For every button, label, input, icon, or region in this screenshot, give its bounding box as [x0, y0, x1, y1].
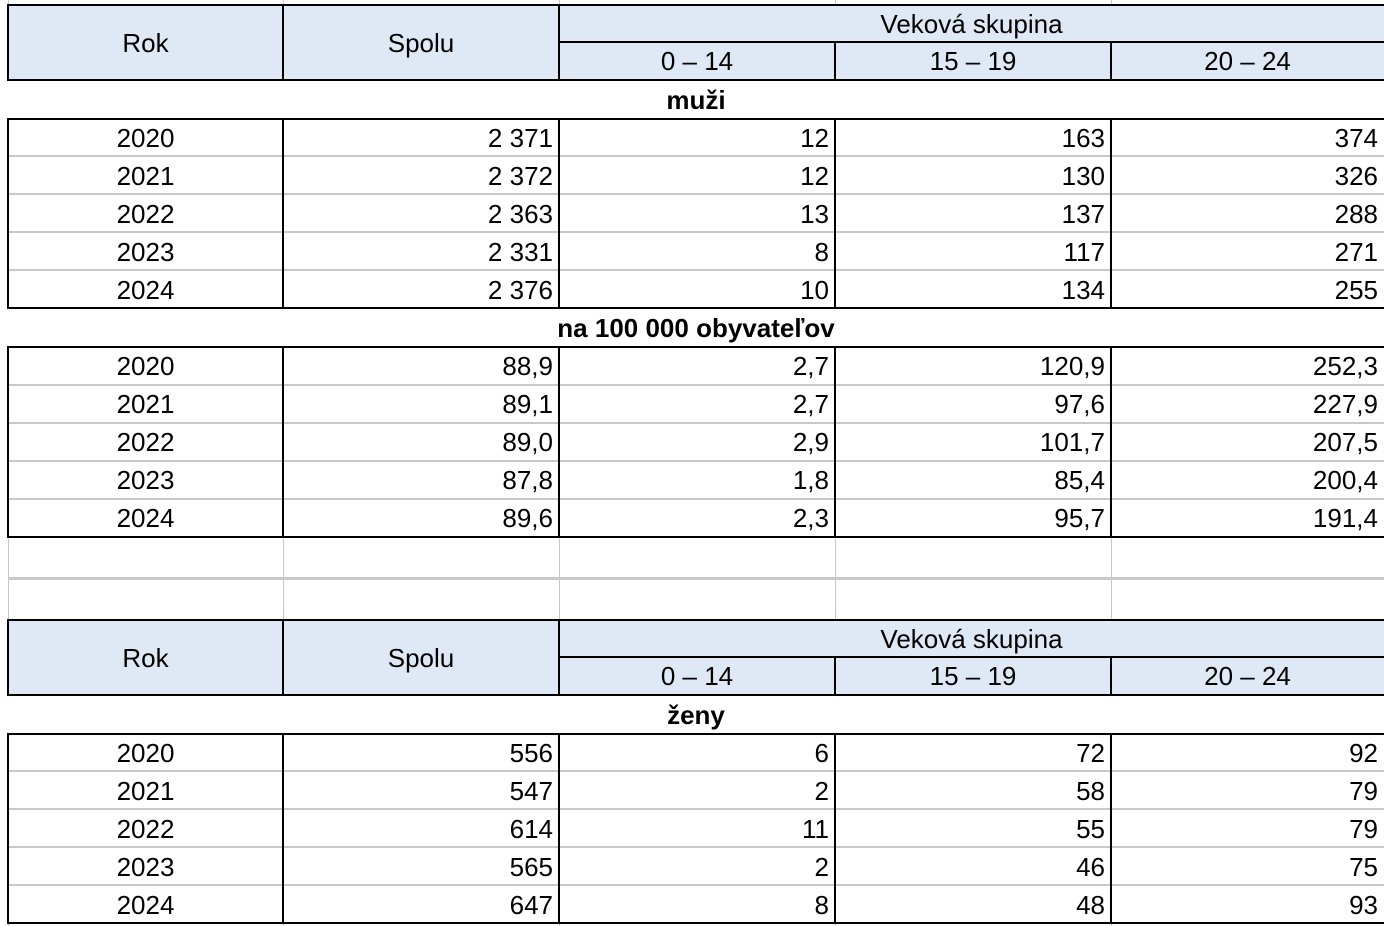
border-line: [8, 118, 1384, 120]
cell-year: 2020: [116, 123, 175, 153]
border-line: [8, 536, 1384, 538]
header-group-label: Veková skupina: [880, 623, 1063, 654]
cell-value: 11: [802, 814, 829, 844]
cell-value: 556: [509, 738, 553, 768]
cell-value: 565: [509, 852, 553, 882]
header-rok: [8, 620, 283, 695]
header-spolu: [283, 5, 559, 80]
border-line: [282, 346, 284, 538]
header-group: [559, 5, 1384, 42]
border-line: [7, 346, 9, 538]
cell-value: 88,9: [502, 351, 553, 381]
cell-value: 87,8: [502, 465, 553, 495]
cell-value: 2 376: [487, 275, 553, 305]
header-group-label: Veková skupina: [880, 8, 1063, 39]
cell-year: 2023: [116, 852, 175, 882]
border-line: [1110, 346, 1112, 538]
cell-value: 227,9: [1312, 389, 1378, 419]
border-line: [282, 733, 284, 924]
cell-value: 6: [814, 738, 829, 768]
header-rok-label: Rok: [122, 27, 169, 58]
cell-value: 255: [1334, 275, 1378, 305]
cell-value: 10: [800, 275, 829, 305]
cell-year: 2024: [116, 275, 175, 305]
cell-value: 647: [509, 890, 553, 920]
border-line: [8, 79, 1384, 81]
cell-year: 2023: [116, 465, 175, 495]
cell-value: 8: [814, 237, 829, 267]
cell-year: 2022: [116, 814, 175, 844]
cell-value: 374: [1334, 123, 1378, 153]
cell-value: 85,4: [1054, 465, 1105, 495]
cell-value: 207,5: [1312, 427, 1378, 457]
section-label-text: muži: [666, 84, 726, 115]
border-line: [8, 733, 1384, 735]
cell-value: 2 363: [487, 199, 553, 229]
header-age-label: 15 – 19: [929, 661, 1017, 691]
cell-year: 2021: [116, 389, 175, 419]
cell-year: 2024: [116, 890, 175, 920]
border-line: [8, 4, 1384, 6]
cell-value: 288: [1334, 199, 1378, 229]
cell-value: 13: [800, 199, 829, 229]
border-line: [8, 922, 1384, 924]
border-line: [1110, 41, 1112, 81]
cell-value: 271: [1334, 237, 1378, 267]
cell-value: 89,1: [502, 389, 553, 419]
cell-value: 92: [1349, 738, 1378, 768]
cell-value: 89,6: [502, 503, 553, 533]
border-line: [8, 694, 1384, 696]
border-line: [558, 118, 560, 309]
cell-value: 2 371: [487, 123, 553, 153]
border-line: [7, 4, 9, 81]
cell-value: 137: [1061, 199, 1105, 229]
border-line: [558, 619, 560, 696]
cell-value: 130: [1061, 161, 1105, 191]
header-age-20-24: [1111, 42, 1384, 80]
cell-value: 79: [1349, 814, 1378, 844]
cell-value: 2,9: [792, 427, 829, 457]
cell-value: 2 331: [487, 237, 553, 267]
header-rok-label: Rok: [122, 642, 169, 673]
border-line: [1110, 656, 1112, 696]
cell-value: 252,3: [1312, 351, 1378, 381]
border-line: [558, 4, 560, 81]
header-age-15-19: [835, 657, 1111, 695]
cell-year: 2023: [116, 237, 175, 267]
cell-value: 547: [509, 776, 553, 806]
cell-value: 12: [800, 123, 829, 153]
section-label: [8, 695, 1384, 734]
cell-year: 2022: [116, 199, 175, 229]
cell-value: 2: [814, 776, 829, 806]
header-age-20-24: [1111, 657, 1384, 695]
cell-value: 75: [1349, 852, 1378, 882]
cell-value: 8: [814, 890, 829, 920]
cell-value: 2 372: [487, 161, 553, 191]
cell-value: 72: [1076, 738, 1105, 768]
cell-value: 614: [509, 814, 553, 844]
header-age-15-19: [835, 42, 1111, 80]
section-label-text: na 100 000 obyvateľov: [557, 312, 835, 343]
border-line: [8, 619, 1384, 621]
cell-value: 97,6: [1054, 389, 1105, 419]
cell-year: 2021: [116, 161, 175, 191]
cell-value: 2: [814, 852, 829, 882]
cell-year: 2024: [116, 503, 175, 533]
header-spolu-label: Spolu: [387, 27, 455, 58]
cell-value: 48: [1076, 890, 1105, 920]
header-spolu-label: Spolu: [387, 642, 455, 673]
cell-value: 79: [1349, 776, 1378, 806]
header-age-label: 20 – 24: [1204, 661, 1291, 691]
section-label: [8, 80, 1384, 119]
border-line: [1110, 733, 1112, 924]
border-line: [559, 656, 1384, 658]
cell-value: 191,4: [1312, 503, 1378, 533]
header-rok: [8, 5, 283, 80]
cell-year: 2021: [116, 776, 175, 806]
cell-value: 117: [1063, 237, 1105, 267]
border-line: [834, 346, 836, 538]
border-line: [834, 118, 836, 309]
border-line: [282, 619, 284, 696]
section-label-text: ženy: [667, 699, 725, 730]
cell-value: 1,8: [792, 465, 829, 495]
header-age-label: 15 – 19: [929, 46, 1017, 76]
cell-value: 2,7: [792, 389, 829, 419]
border-line: [558, 346, 560, 538]
border-line: [8, 346, 1384, 348]
cell-value: 101,7: [1039, 427, 1105, 457]
cell-year: 2020: [116, 351, 175, 381]
cell-value: 89,0: [502, 427, 553, 457]
cell-value: 326: [1334, 161, 1378, 191]
grid-line: [8, 577, 1384, 580]
border-line: [282, 118, 284, 309]
cell-year: 2022: [116, 427, 175, 457]
border-line: [834, 733, 836, 924]
border-line: [558, 733, 560, 924]
cell-value: 134: [1061, 275, 1105, 305]
cell-value: 58: [1076, 776, 1105, 806]
header-group: [559, 620, 1384, 657]
header-spolu: [283, 620, 559, 695]
header-age-0-14: [559, 42, 835, 80]
cell-value: 200,4: [1312, 465, 1378, 495]
cell-value: 2,3: [792, 503, 829, 533]
border-line: [834, 656, 836, 696]
section-label: [8, 308, 1384, 347]
cell-value: 93: [1349, 890, 1378, 920]
border-line: [282, 4, 284, 81]
cell-value: 120,9: [1039, 351, 1105, 381]
header-age-label: 0 – 14: [660, 661, 734, 691]
cell-value: 163: [1061, 123, 1105, 153]
cell-value: 12: [800, 161, 829, 191]
cell-value: 95,7: [1054, 503, 1105, 533]
cell-value: 2,7: [792, 351, 829, 381]
header-age-label: 0 – 14: [660, 46, 734, 76]
header-age-0-14: [559, 657, 835, 695]
border-line: [7, 118, 9, 309]
border-line: [834, 41, 836, 81]
border-line: [7, 619, 9, 696]
border-line: [559, 41, 1384, 43]
cell-value: 46: [1076, 852, 1105, 882]
border-line: [8, 307, 1384, 309]
cell-year: 2020: [116, 738, 175, 768]
header-age-label: 20 – 24: [1204, 46, 1291, 76]
border-line: [1110, 118, 1112, 309]
border-line: [7, 733, 9, 924]
cell-value: 55: [1076, 814, 1105, 844]
